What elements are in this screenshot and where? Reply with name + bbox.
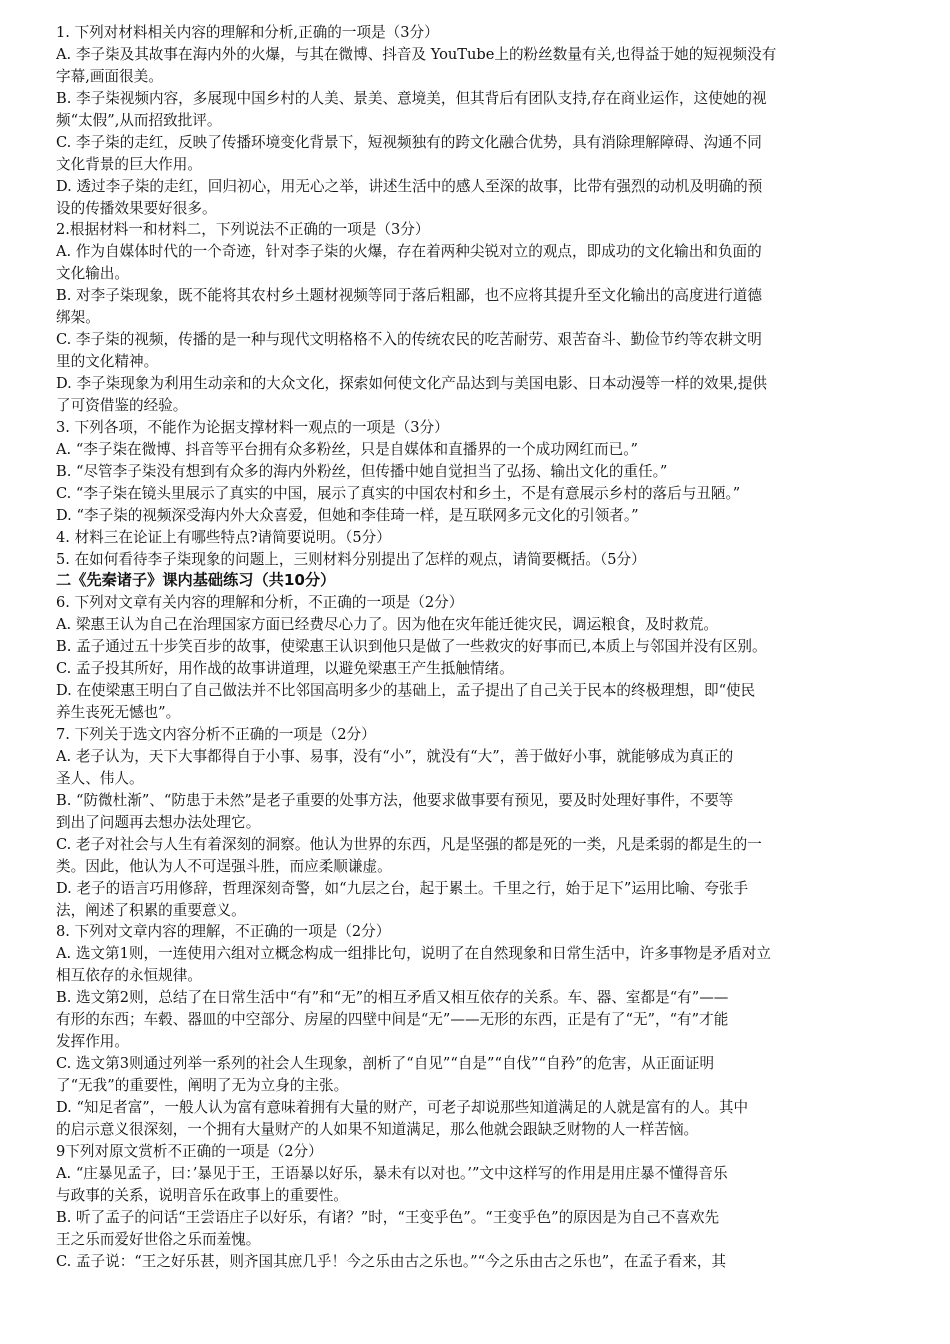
text-line: A. 作为自媒体时代的一个奇迹，针对李子柒的火爆，存在着两种尖锐对立的观点，即成功的文化输出和负面的 [56,243,762,261]
text-line: 字幕,画面很美。 [56,67,163,85]
text-line: B. “防微杜渐”、“防患于未然”是老子重要的处事方法，他要求做事要有预见，要及时处理好事件，不要等 [56,791,734,809]
text-line: B. 听了孟子的问话“王尝语庄子以好乐，有诸？”时，“王变乎色”。“王变乎色”的原因是为自己不喜欢先 [56,1208,720,1226]
text-line: C. 李子柒的走红，反映了传播环境变化背景下，短视频独有的跨文化融合优势，具有消除理解障碍、沟通不同 [56,133,762,151]
text-line: 设的传播效果要好很多。 [56,199,217,217]
text-line: A. “庄暴见孟子，曰：’暴见于王，王语暴以好乐，暴未有以对也。’”文中这样写的作用是用庄暴不懂得音乐 [56,1164,728,1182]
text-line: 8. 下列对文章内容的理解，不正确的一项是（2分） [56,923,391,941]
text-line: 到出了问题再去想办法处理它。 [56,813,261,831]
text-line: 有形的东西；车毂、器皿的中空部分、房屋的四壁中间是“无”——无形的东西，正是有了“无”，“有”才能 [56,1011,729,1029]
text-line: 法，阐述了积累的重要意义。 [56,901,246,919]
text-line: 养生丧死无憾也”。 [56,704,181,722]
text-line: A. “李子柒在微博、抖音等平台拥有众多粉丝，只是自媒体和直播界的一个成功网红而已。” [56,440,639,458]
text-line: D. “李子柒的视频深受海内外大众喜爱，但她和李佳琦一样，是互联网多元文化的引领者。” [56,506,639,524]
text-line: 文化背景的巨大作用。 [56,155,202,173]
text-line: D. 在使梁惠王明白了自己做法并不比邻国高明多少的基础上，孟子提出了自己关于民本的终极理想，即“使民 [56,682,756,700]
text-line: C. 老子对社会与人生有着深刻的洞察。他认为世界的东西，凡是坚强的都是死的一类，凡是柔弱的都是生的一 [56,835,762,853]
text-line: 频“太假”,从而招致批评。 [56,111,222,129]
text-line: 了可资借鉴的经验。 [56,396,188,414]
text-line: C. “李子柒在镜头里展示了真实的中国，展示了真实的中国农村和乡土，不是有意展示乡村的落后与丑陋。” [56,484,741,502]
text-line: C. 孟子投其所好，用作战的故事讲道理，以避免梁惠王产生抵触情绪。 [56,660,514,678]
text-line: B. 对李子柒现象，既不能将其农村乡土题材视频等同于落后粗鄙，也不应将其提升至文化输出的高度进行道德 [56,287,762,305]
text-line: 圣人、伟人。 [56,769,144,787]
text-line: B. 李子柒视频内容，多展现中国乡村的人美、景美、意境美，但其背后有团队支持,存在商业运作，这使她的视 [56,89,767,107]
text-line: D. 老子的语言巧用修辞，哲理深刻奇警，如“九层之台，起于累土。千里之行，始于足下”运用比喻、夸张手 [56,879,749,897]
text-line: 的启示意义很深刻，一个拥有大量财产的人如果不知道满足，那么他就会跟缺乏财物的人一样苦恼。 [56,1120,699,1138]
text-line: D. 李子柒现象为利用生动亲和的大众文化，探索如何使文化产品达到与美国电影、日本动漫等一样的效果,提供 [56,375,768,392]
text-line: D. 透过李子柒的走红，回归初心，用无心之举，讲述生活中的感人至深的故事，比带有强烈的动机及明确的预 [56,177,763,195]
text-line: A. 老子认为，天下大事都得自于小事、易事，没有“小”，就没有“大”，善于做好小事，就能够成为真正的 [56,747,734,765]
text-line: 发挥作用。 [56,1033,129,1051]
text-line: 相互依存的永恒规律。 [56,967,202,985]
text-line: 3. 下列各项，不能作为论据支撑材料一观点的一项是（3分） [56,418,449,436]
text-line: B. 孟子通过五十步笑百步的故事，使梁惠王认识到他只是做了一些救灾的好事而已,本质上与邻国并没有区别。 [56,638,767,656]
text-line: 文化输出。 [56,265,129,283]
text-line: 类。因此，他认为人不可逞强斗胜，而应柔顺谦虚。 [56,857,392,875]
text-line: B. 选文第2则，总结了在日常生活中“有”和“无”的相互矛盾又相互依存的关系。车、器、室都是“有”—— [56,989,729,1007]
section-heading: 二《先秦诸子》课内基础练习（共10分） [56,571,336,590]
text-line: 4. 材料三在论证上有哪些特点?请简要说明。（5分） [56,528,391,546]
text-line: A. 梁惠王认为自己在治理国家方面已经费尽心力了。因为他在灾年能迁徙灾民，调运粮食，及时救荒。 [56,616,718,634]
text-line: 2.根据材料一和材料二，下列说法不正确的一项是（3分） [56,221,430,239]
text-line: A. 李子柒及其故事在海内外的火爆，与其在微博、抖音及 YouTube上的粉丝数量有关,也得益于她的短视频没有 [56,45,777,63]
text-line: 9下列对原文赏析不正确的一项是（2分） [56,1142,323,1160]
text-line: 5. 在如何看待李子柒现象的问题上，三则材料分别提出了怎样的观点，请简要概括。（5分） [56,550,646,568]
text-line: A. 选文第1则，一连使用六组对立概念构成一组排比句，说明了在自然现象和日常生活中，许多事物是矛盾对立 [56,945,772,963]
text-line: 了“无我”的重要性，阐明了无为立身的主张。 [56,1077,349,1094]
text-line: C. 选文第3则通过列举一系列的社会人生现象，剖析了“自见”“自是”“自伐”“自矜”的危害，从正面证明 [56,1055,715,1073]
text-line: 绑架。 [56,309,100,327]
text-line: D. “知足者富”，一般人认为富有意味着拥有大量的财产，可老子却说那些知道满足的人就是富有的人。其中 [56,1098,749,1116]
text-line: 1. 下列对材料相关内容的理解和分析,正确的一项是（3分） [56,24,439,41]
text-line: 王之乐而爱好世俗之乐而羞愧。 [56,1230,261,1248]
text-line: C. 孟子说：“王之好乐甚，则齐国其庶几乎！今之乐由古之乐也。”“今之乐由古之乐也”，在孟子看来，其 [56,1252,727,1270]
text-line: B. “尽管李子柒没有想到有众多的海内外粉丝，但传播中她自觉担当了弘扬、输出文化的重任。” [56,462,668,480]
text-line: C. 李子柒的视频，传播的是一种与现代文明格格不入的传统农民的吃苦耐劳、艰苦奋斗、勤俭节约等农耕文明 [56,331,762,349]
text-line: 与政事的关系，说明音乐在政事上的重要性。 [56,1186,348,1204]
text-line: 7. 下列关于选文内容分析不正确的一项是（2分） [56,726,376,743]
text-line: 6. 下列对文章有关内容的理解和分析，不正确的一项是（2分） [56,594,464,612]
text-line: 里的文化精神。 [56,353,159,371]
